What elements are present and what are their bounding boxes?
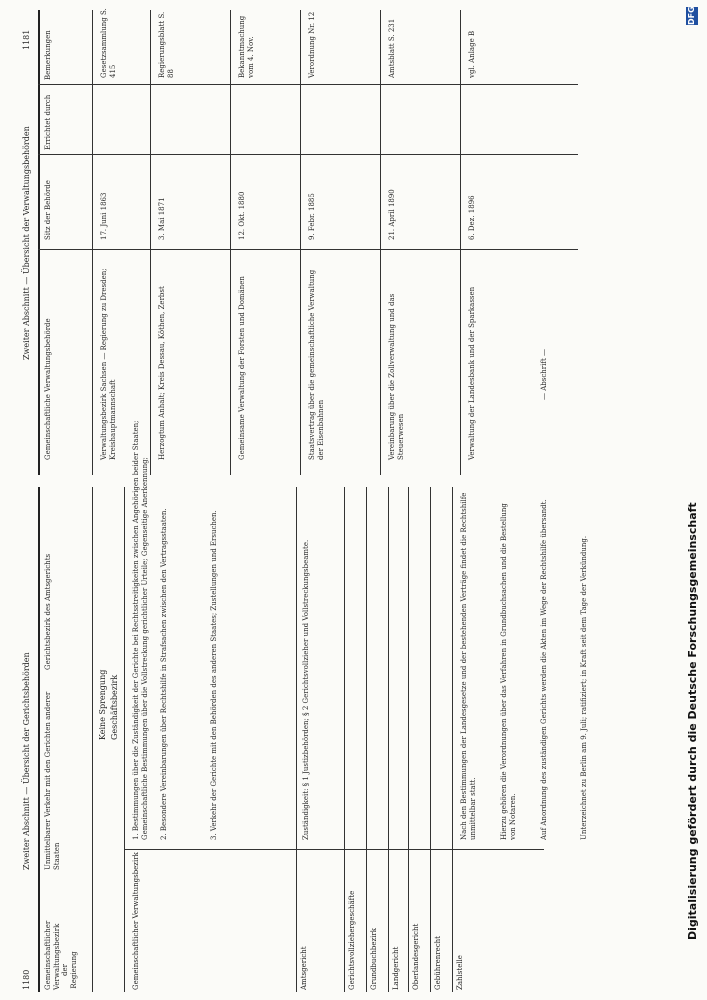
entry-5: Vereinbarung über die Zollverwaltung und das Steuerwesen <box>388 293 405 460</box>
date-5: 21. April 1890 <box>388 189 396 240</box>
remark-4: Verordnung Nr. 12 <box>308 11 316 78</box>
col-header-1: Gemeinschaftlicher Verwaltungsbezirk der Regierung <box>44 920 78 990</box>
rule-row-5 <box>408 487 409 992</box>
right-col-header-3: Errichtet durch <box>44 94 52 150</box>
right-rule-4 <box>380 10 381 475</box>
paragraph-block-7: Auf Anordnung des zuständigen Gerichts werden die Akten im Wege der Rechtshilfe übersandt. <box>540 499 548 840</box>
closing-note: — Abschrift — <box>540 349 548 400</box>
header-title-right: Zweiter Abschnitt — Übersicht der Verwaltungsbehörden <box>22 126 31 360</box>
rule-after-sections <box>124 487 125 992</box>
header-bottom-rule-left <box>92 487 93 992</box>
paragraph-block-4: Zuständigkeit: § 1 Justizbehörden; § 2 Gerichtsvollzieher und Vollstreckungsbeamte. <box>302 539 310 840</box>
right-col-header-4: Bemerkungen <box>44 30 52 80</box>
date-6: 6. Dez. 1896 <box>468 195 476 240</box>
rule-row-1 <box>296 487 297 992</box>
page-number-left: 1180 <box>22 969 31 990</box>
remark-1: Gesetzsammlung S. 415 <box>100 8 117 78</box>
row-label-6: Oberlandesgericht <box>412 923 420 990</box>
right-rule-5 <box>460 10 461 475</box>
header-rule-left <box>38 487 40 992</box>
row-label-8: Zahlstelle <box>456 955 464 990</box>
vertical-rule-right-a <box>38 249 578 250</box>
rule-row-2 <box>344 487 345 992</box>
entry-4: Staatsvertrag über die gemeinschaftliche Verwaltung der Eisenbahnen <box>308 269 325 460</box>
row-label-7: Gebührenrecht <box>434 936 442 990</box>
date-1: 17. Juni 1863 <box>100 192 108 240</box>
header-title-left: Zweiter Abschnitt — Übersicht der Gerichtsbehörden <box>22 652 31 870</box>
row-label-3: Gerichtsvollziehergeschäfte <box>348 890 356 990</box>
entry-3: Gemeinsame Verwaltung der Forsten und Domänen <box>238 276 246 460</box>
section-label-1: Keine Sprengung <box>98 669 107 740</box>
right-col-header-1: Gemeinschaftliche Verwaltungsbehörde <box>44 318 52 460</box>
header-rule-right <box>38 10 40 475</box>
paragraph-block-2: 2. Besondere Vereinbarungen über Rechtshilfe in Strafsachen zwischen den Vertragsstaaten. <box>160 508 168 840</box>
paragraph-footer-left: Unterzeichnet zu Berlin am 9. Juli; ratifiziert; in Kraft seit dem Tage der Verkündung. <box>580 535 588 840</box>
date-4: 9. Febr. 1885 <box>308 193 316 240</box>
entry-1: Verwaltungsbezirk Sachsen — Regierung zu Dresden; Kreishauptmannschaft <box>100 268 117 460</box>
dfg-logo: DFG <box>687 6 696 25</box>
paragraph-block-5: Nach den Bestimmungen der Landesgesetze und der bestehenden Verträge findet die Rechtshilfe unmittelbar statt. <box>460 492 477 840</box>
remark-6: vgl. Anlage B <box>468 30 476 78</box>
remark-3: Bekanntmachung vom 4. Nov. <box>238 15 255 78</box>
row-label-1: Gemeinschaftlicher Verwaltungsbezirk <box>132 852 140 990</box>
date-2: 3. Mai 1871 <box>158 197 166 240</box>
row-label-5: Landgericht <box>392 946 400 990</box>
rule-row-3 <box>366 487 367 992</box>
date-3: 12. Okt. 1880 <box>238 191 246 240</box>
vertical-rule-right-c <box>38 84 578 85</box>
remark-5: Amtsblatt S. 231 <box>388 18 396 78</box>
entry-2: Herzogtum Anhalt; Kreis Dessau, Köthen, Zerbst <box>158 286 166 460</box>
right-col-header-2: Sitz der Behörde <box>44 180 52 240</box>
right-rule-3 <box>300 10 301 475</box>
page-number-right: 1181 <box>22 29 31 50</box>
right-rule-1 <box>150 10 151 475</box>
entry-6: Verwaltung der Landesbank und der Sparkassen <box>468 286 476 460</box>
rule-row-7 <box>452 487 453 992</box>
right-header-bottom-rule <box>92 10 93 475</box>
dfg-footer-text: Digitalisierung gefördert durch die Deutsche Forschungsgemeinschaft <box>686 502 699 940</box>
row-label-2: Amtsgericht <box>300 946 308 990</box>
paragraph-block-6: Hierzu gehören die Verordnungen über das Verfahren in Grundbuchsachen und die Bestellung von Notaren. <box>500 503 517 840</box>
vertical-rule-right-b <box>38 154 578 155</box>
paragraph-block-3: 3. Verkehr der Gerichte mit den Behörden des anderen Staates; Zustellungen und Ersuchen. <box>210 510 218 840</box>
rule-row-6 <box>430 487 431 992</box>
rule-row-4 <box>388 487 389 992</box>
col-header-2: Unmittelbarer Verkehr mit den Gerichten anderer Staaten <box>44 691 61 870</box>
section-label-2: Geschäftsbezirk <box>110 674 119 740</box>
paragraph-block-1: 1. Bestimmungen über die Zuständigkeit der Gerichte bei Rechtsstreitigkeiten zwischen Angehörigen beider Staaten; Gemeinschaftliche Bestimmungen über die Vollstreckung gerichtlicher Urteile; Gegenseitige Anerkennung; <box>132 420 149 840</box>
remark-2: Regierungsblatt S. 88 <box>158 11 175 78</box>
vertical-rule-left-a <box>124 849 544 850</box>
right-rule-2 <box>230 10 231 475</box>
row-label-4: Grundbuchbezirk <box>370 928 378 990</box>
col-header-3: Gerichtsbezirk des Amtsgerichts <box>44 553 52 670</box>
